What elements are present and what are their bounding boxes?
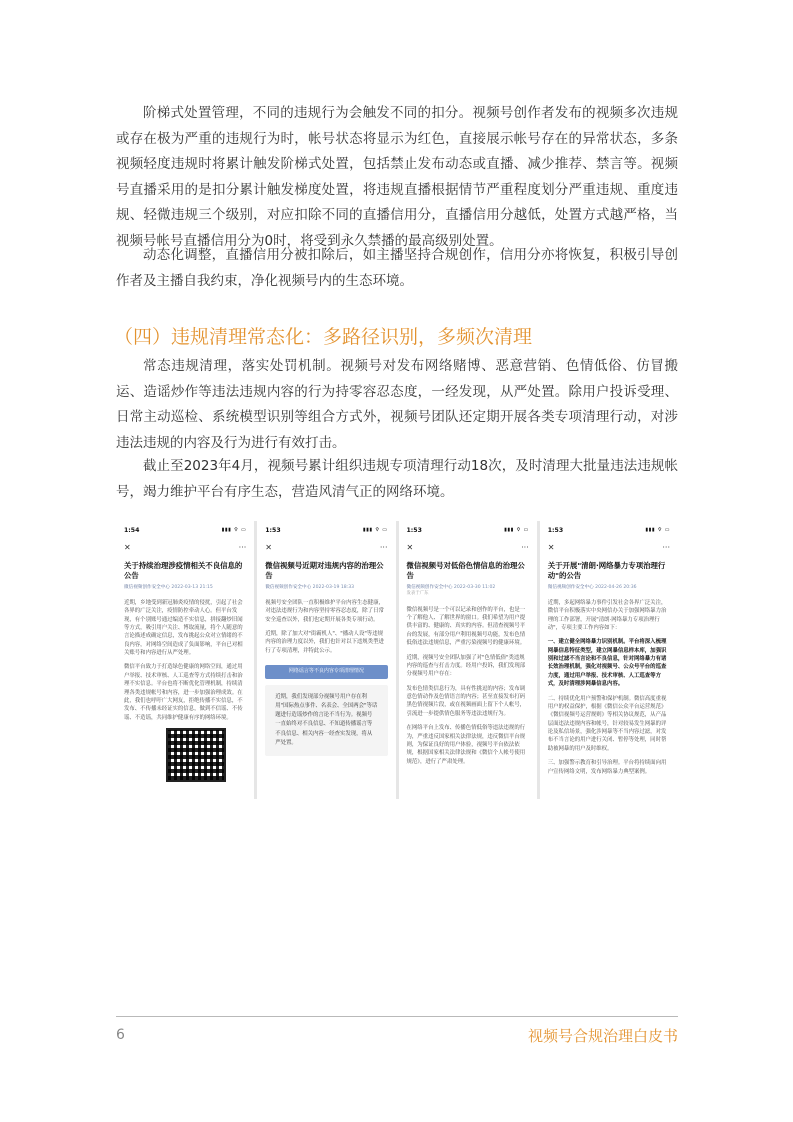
nav-bar xyxy=(540,539,678,558)
close-icon[interactable]: ✕ xyxy=(406,542,414,552)
article-body xyxy=(540,591,678,776)
article-source[interactable]: 微信视频创作安全中心 xyxy=(547,584,594,590)
article-paragraph: 二、持续优化用户预警和保护机制。微信高度重视用户的权益保护，根据《微信公众平台运营规范》《微信视频号运营规则》等相关协议规范，从产品层面违法违规内容和帐号，针对较易发生网暴的评论及私信场景，强化涉网暴等不当内容过滤，对发布不当言论的用户进行关闭、暂停等处理，同时帮助被网暴的用户及时维权。 xyxy=(547,695,667,752)
article-title: 微信视频号对低俗色情信息的治理公告 xyxy=(406,561,525,581)
article-meta xyxy=(399,584,537,591)
page-number: 6 xyxy=(116,1027,125,1043)
article-paragraph: 视频号安全团队一直积极维护平台内容生态健康，对违法违规行为和内容坚持零容忍态度，除了日常安全巡查以外，我们也定期开展各类专项行动。 xyxy=(265,599,384,623)
phone-screenshot-1 xyxy=(116,521,254,799)
article-paragraph: 微信视频号是一个可以记录和创作的平台，也是一个了解他人、了解世界的窗口。我们希望为用户提供丰富的、健康的、真实的内容。但清查视频号平台的发展，有部分用户利用视频号功能，发布色情低俗违法违规信息，严重污染视频号的健康环境。 xyxy=(406,606,526,647)
status-bar xyxy=(399,521,537,539)
article-source[interactable]: 微信视频创作安全中心 xyxy=(124,584,170,590)
footer-divider xyxy=(116,1016,678,1017)
document-title: 视频号合规治理白皮书 xyxy=(527,1027,678,1045)
article-paragraph: 近期，乡地受到新冠肺炎疫情的侵扰，引起了社会各界的广泛关注，疫情防控牵动人心。但平台发现，有个别账号通过编造不实信息，拼接翻炒旧闻等方式，吸引用户关注、博取流量，将个人随意的言论描述成确定信息，发布挑起公众对立情绪的不良内容，对网络空间造成了负面影响，平台已对相关账号和内容进行从严处理。 xyxy=(124,599,243,657)
article-paragraph: 近期，多起网络暴力事件引发社会各界广泛关注，微信平台积极落实中央网信办关于加强网络暴力治理的工作部署，开展"清朗·网络暴力专项治理行动"，专项主要工作内容如下： xyxy=(547,599,667,631)
signal-battery-icon: ▮▮▮ ⌔ ▭ xyxy=(645,526,670,533)
paragraph-tiered-handling: 阶梯式处置管理，不同的违规行为会触发不同的扣分。视频号创作者发布的视频多次违规或存在极为严重的违规行为时，帐号状态将显示为红色，直接展示帐号存在的异常状态，多条视频轻度违规时将累计触发阶梯式处置，包括禁止发布动态或直播、减少推荐、禁言等。视频号直播采用的是扣分累计触发梯度处置，将违规直播根据情节严重程度划分严重违规、重度违规、轻微违规三个级别，对应扣除不同的直播信用分，直播信用分越低，处置方式越严格，当视频号帐号直播信用分为0时，将受到永久禁播的最高级别处置。 xyxy=(116,105,678,249)
more-icon[interactable]: ··· xyxy=(238,542,247,552)
status-time: 1:53 xyxy=(547,527,564,534)
phone-screenshot-2 xyxy=(257,521,395,799)
close-icon[interactable]: ✕ xyxy=(547,542,555,552)
paragraph-routine-cleanup: 常态违规清理，落实处罚机制。视频号对发布网络赌博、恶意营销、色情低俗、仿冒搬运、造谣炒作等违法违规内容的行为持零容忍态度，一经发现，从严处置。除用户投诉受理、日常主动巡检、系统模型识别等组合方式外，视频号团队还定期开展各类专项清理行动，对涉违法违规的内容及行为进行有效打击。 xyxy=(116,358,678,451)
status-bar xyxy=(257,521,395,539)
article-title: 关于开展"清朗·网络暴力专项治理行动"的公告 xyxy=(547,561,666,581)
close-icon[interactable]: ✕ xyxy=(265,542,272,552)
status-time: 1:54 xyxy=(124,527,140,534)
article-date: 2022-04-26 20:36 xyxy=(595,584,637,590)
article-paragraph: 微信平台致力于打造绿色健康的网络空间，通过用户举报、技术审核、人工巡查等方式持续打击和治理不实信息。平台也将不断优化管理机制，持续清理各类违规帐号和内容，进一步加强治理成效。在此，我们也呼吁广大网友，拒绝传播不实信息，不发布、不传播未经证实的信息，做到不信谣、不传谣、不造谣，共同维护健康有序的网络环境。 xyxy=(124,664,243,721)
article-date: 2022-03-30 11:02 xyxy=(453,584,496,590)
article-title: 关于持续治理涉疫情相关不良信息的公告 xyxy=(124,561,243,581)
article-body xyxy=(399,598,537,766)
more-icon[interactable]: ··· xyxy=(662,542,670,552)
status-bar xyxy=(116,521,254,539)
section-banner: 网络谣言等不良内容专项清理情况 xyxy=(265,665,387,679)
qr-code-image xyxy=(166,728,226,782)
announcement-screenshots xyxy=(116,521,678,799)
article-paragraph: 在网络平台上发布、传播色情低俗等违法违规的行为，严重违反国家相关法律法规，违反微信平台规则，为保证良好的用户体验，视频号平台依法依规，根据国家相关法律法规和《微信个人帐号使用规范》，进行了严肃处理。 xyxy=(406,725,526,765)
phone-screenshot-3 xyxy=(399,521,537,799)
section-heading: （四）违规清理常态化：多路径识别，多频次清理 xyxy=(114,326,533,348)
nav-bar xyxy=(399,539,537,558)
status-time: 1:53 xyxy=(406,527,422,534)
article-meta xyxy=(257,584,395,591)
quote-box: 近期，我们发现部分视频号用户存在利用"国际热点事件、名表会、全国两会"等话题进行造谣炒作的言论不当行为。视频号一直始终对不良信息、不知道传播谣言等不良信息、相关内容一经查实发现，将从严处置。 xyxy=(265,685,387,756)
status-time: 1:53 xyxy=(265,527,281,534)
article-location: 发表于广东 xyxy=(406,590,429,596)
more-icon[interactable]: ··· xyxy=(521,542,529,552)
nav-bar xyxy=(257,539,395,558)
article-meta xyxy=(116,584,254,591)
article-paragraph: 发布色情类信息行为，具有性挑逗的内容；发布调意色情动作及色情语言的内容；甚至直接发布打码黑色情视频片段，或在视频画面上留下个人帐号，引流进一步提供情色服务等违法违规行为。 xyxy=(406,685,526,717)
article-paragraph: 一、建立健全网络暴力识别机制。平台将深入梳理网暴信息特征类型，建立网暴信息样本库，加强识别和过滤不当言论和不良信息，针对网络暴力有诸长效治理机制，强化对视频号、公众号平台的巡查力度，通过用户举报、技术审核、人工巡查等方式，及时清理涉网暴信息内容。 xyxy=(547,639,667,688)
paragraph-statistics: 截止至2023年4月，视频号累计组织违规专项清理行动18次，及时清理大批量违法违规帐号，竭力维护平台有序生态，营造风清气正的网络环境。 xyxy=(116,458,678,500)
article-title: 微信视频号近期对违规内容的治理公告 xyxy=(265,561,384,581)
paragraph-dynamic-adjustment: 动态化调整，直播信用分被扣除后，如主播坚持合规创作，信用分亦将恢复，积极引导创作者及主播自我约束，净化视频号内的生态环境。 xyxy=(116,247,678,289)
signal-battery-icon: ▮▮▮ ⌔ ▭ xyxy=(221,526,247,533)
article-meta xyxy=(540,584,678,591)
status-bar xyxy=(540,521,678,539)
close-icon[interactable]: ✕ xyxy=(124,542,131,552)
signal-battery-icon: ▮▮▮ ⌔ ▭ xyxy=(362,526,388,533)
article-source[interactable]: 微信视频创作安全中心 xyxy=(406,584,453,590)
signal-battery-icon: ▮▮▮ ⌔ ▭ xyxy=(504,526,529,533)
more-icon[interactable]: ··· xyxy=(379,542,388,552)
article-body xyxy=(257,591,395,655)
article-date: 2022-03-13 21:15 xyxy=(171,584,213,590)
article-body xyxy=(116,591,254,782)
article-paragraph: 三、加强警示教育和引导治理。平台将持续面向用户宣传网络文明，发布网络暴力典型案例。 xyxy=(547,760,667,775)
article-source[interactable]: 微信视频创作安全中心 xyxy=(265,584,312,590)
article-paragraph: 近期，除了加大对"街霸机人"、"播动人设"等违规内容的治理力度以外，我们也针对以下违规类型进行了专项清理，并特此公示。 xyxy=(265,630,384,654)
article-paragraph: 近期，视频号安全团队加强了对"色情低俗"类违规内容的巡查与打击力度。经用户投诉，我们发现部分视频号用户存在： xyxy=(406,654,526,678)
article-date: 2022-03-19 18:33 xyxy=(312,584,355,590)
phone-screenshot-4 xyxy=(540,521,678,799)
nav-bar xyxy=(116,539,254,558)
